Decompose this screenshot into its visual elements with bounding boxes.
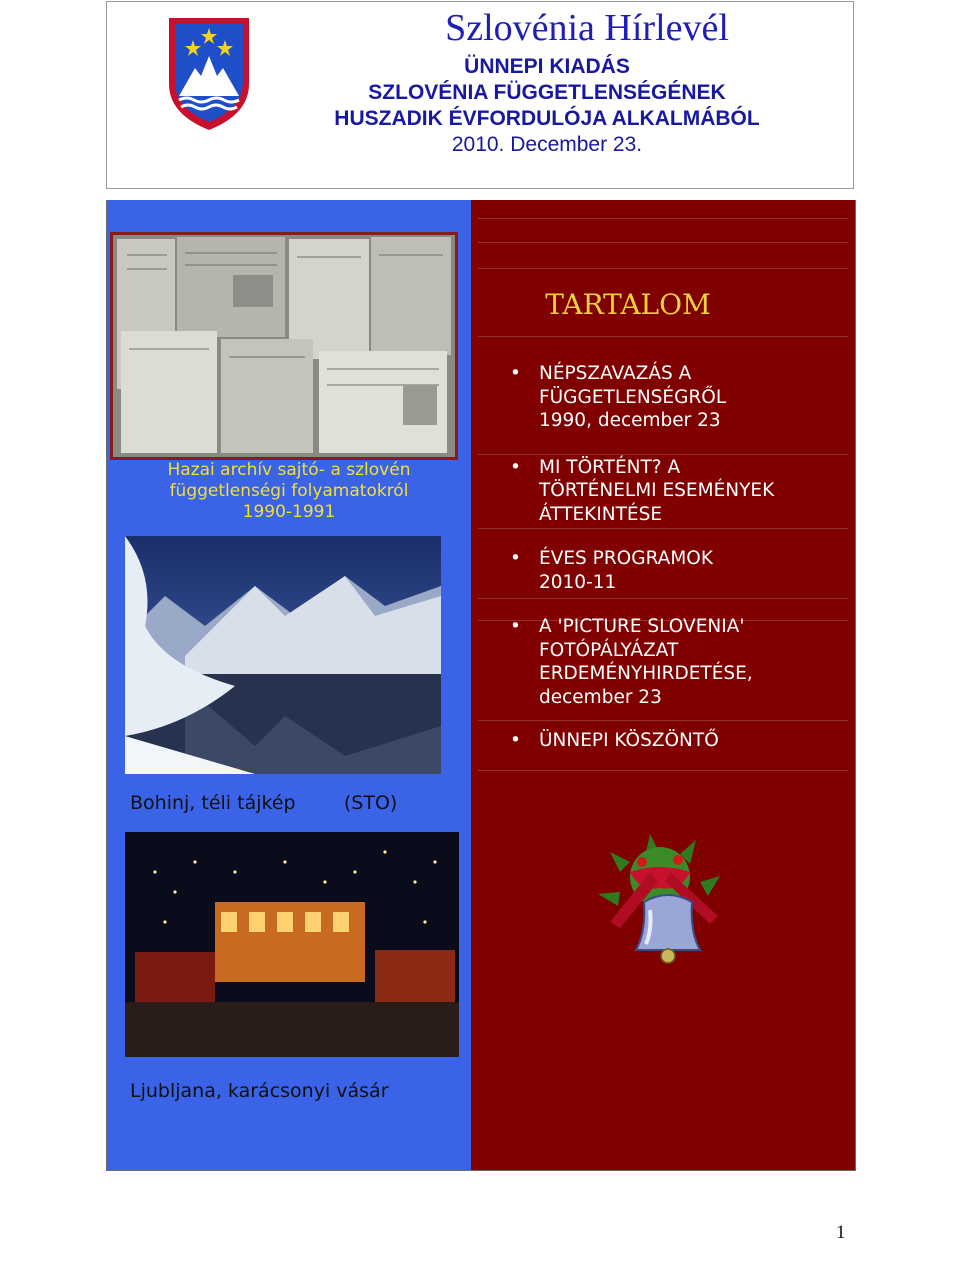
subtitle-line-1: ÜNNEPI KIADÁS [464, 55, 630, 78]
bohinj-caption: Bohinj, téli tájkép (STO) [130, 792, 398, 814]
ljubljana-caption: Ljubljana, karácsonyi vásár [130, 1080, 389, 1102]
toc-title: TARTALOM [545, 288, 711, 321]
ljubljana-christmas-market-photo [125, 832, 459, 1057]
toc-item-history[interactable] [510, 456, 840, 527]
subtitle-line-3: HUSZADIK ÉVFORDULÓJA ALKALMÁBÓL [334, 107, 760, 130]
slovenia-coat-of-arms-icon [163, 14, 255, 134]
archive-press-caption: Hazai archív sajtó- a szlovén függetlenségi folyamatokról 1990-1991 [167, 460, 411, 522]
newsletter-title: Szlovénia Hírlevél [445, 7, 729, 49]
divider [478, 770, 848, 771]
toc-item-programs[interactable] [510, 547, 840, 594]
header-box [106, 1, 854, 189]
toc-item-referendum[interactable] [510, 362, 840, 433]
issue-date: 2010. December 23. [451, 133, 643, 156]
toc-list [510, 362, 840, 753]
toc-item-label: • A 'PICTURE SLOVENIA' FOTÓPÁLYÁZAT ERDEMÉNYHIRDETÉSE, december 23 [539, 616, 753, 708]
toc-item-greeting[interactable] [510, 729, 840, 753]
divider [478, 218, 848, 219]
toc-item-label: • ÜNNEPI KÖSZÖNTŐ [539, 730, 719, 751]
archive-press-photo [110, 232, 458, 460]
toc-item-photo-contest[interactable] [510, 615, 840, 709]
bohinj-winter-photo [125, 536, 441, 774]
toc-item-label: • MI TÖRTÉNT? A TÖRTÉNELMI ESEMÉNYEK ÁTTEKINTÉSE [539, 456, 775, 525]
toc-item-label: • NÉPSZAVAZÁS A FÜGGETLENSÉGRŐL 1990, december 23 [539, 363, 727, 431]
page-number: 1 [836, 1222, 846, 1243]
night-market-image [125, 832, 459, 1057]
christmas-bell-icon [590, 832, 738, 972]
divider [478, 336, 848, 337]
subtitle-line-2: SZLOVÉNIA FÜGGETLENSÉGÉNEK [368, 81, 726, 104]
winter-lake-mountains-image [125, 536, 441, 774]
newspaper-collage-image [113, 235, 455, 457]
divider [478, 242, 848, 243]
divider [478, 268, 848, 269]
toc-item-label: • ÉVES PROGRAMOK 2010-11 [539, 548, 713, 593]
